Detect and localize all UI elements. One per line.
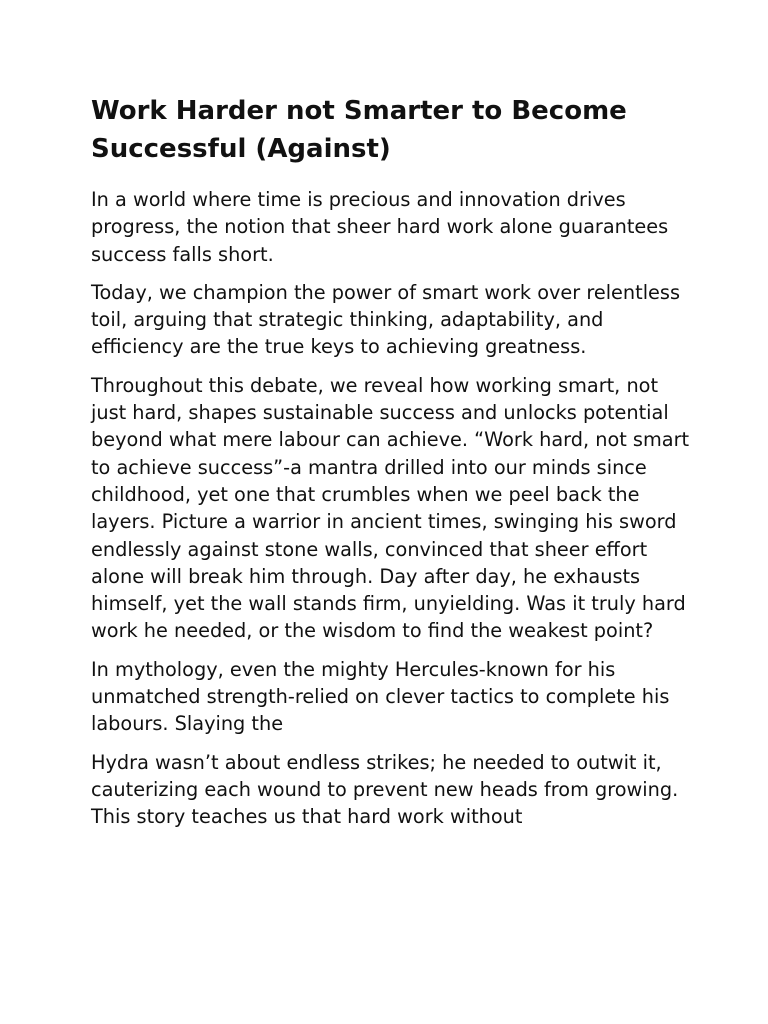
paragraph-intro: In a world where time is precious and innovation drives progress, the notion that sheer hard work alone guarantees success falls short. xyxy=(91,188,669,266)
paragraph-warrior: Throughout this debate, we reveal how working smart, not just hard, shapes sustainable success and unlocks potential beyond what mere labour can achieve. “Work hard, not smart to achieve success”-a mantra drilled into our minds since childhood, yet one that crumbles when we peel back the layers. Picture a warrior in ancient times, swinging his sword endlessly against stone walls, convinced that sheer effort alone will break him through. Day after day, he exhausts himself, yet the wall stands firm, unyielding. Was it truly hard work he needed, or the wisdom to find the weakest point? xyxy=(91,373,690,643)
document-title: Work Harder not Smarter to Become Successful (Against) xyxy=(91,96,627,164)
paragraph-thesis: Today, we champion the power of smart work over relentless toil, arguing that strategic thinking, adaptability, and efficiency are the true keys to achieving greatness. xyxy=(91,280,680,359)
paragraph-hydra: Hydra wasn’t about endless strikes; he needed to outwit it, cauterizing each wound to prevent new heads from growing. This story teaches us that hard work without xyxy=(91,750,679,829)
paragraph-hercules: In mythology, even the mighty Hercules-known for his unmatched strength-relied on clever tactics to complete his labours. Slaying the xyxy=(91,657,670,736)
document-page xyxy=(91,92,691,842)
